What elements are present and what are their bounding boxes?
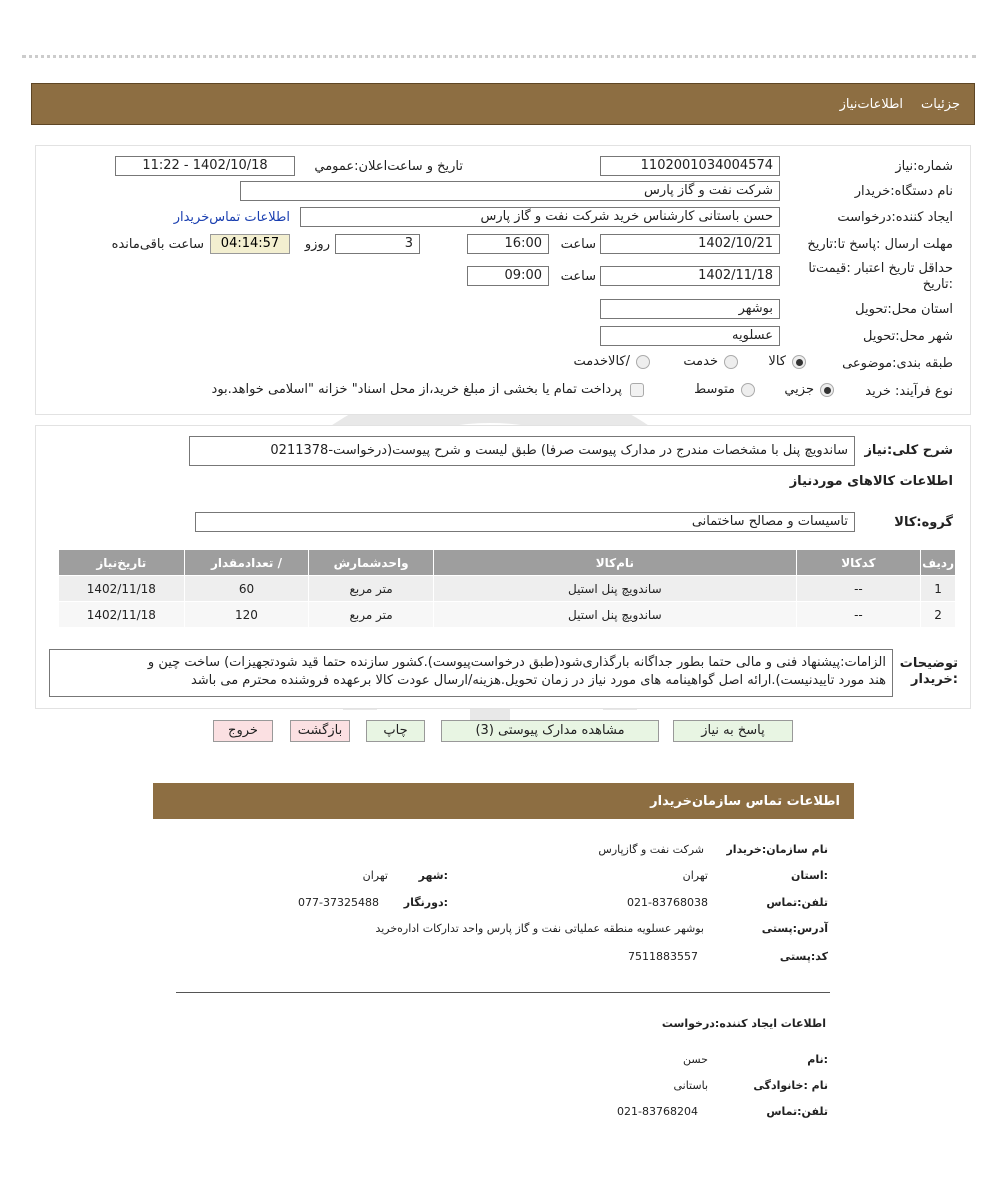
announce-label: تاریخ و ساعت‌اعلان:عمومي <box>314 159 463 174</box>
city-contact-label: :شهر <box>418 869 448 882</box>
creator-label: ایجاد کننده:درخواست <box>837 210 953 225</box>
city-field: عسلویه <box>600 326 780 346</box>
cell-unit: متر مربع <box>309 576 434 602</box>
summary-label: شرح کلی:نیاز <box>864 443 953 458</box>
category-radio-both[interactable] <box>573 354 650 369</box>
fax-value: 077-37325488 <box>298 896 379 909</box>
need-info-panel <box>35 145 971 415</box>
deadline-time-field: 16:00 <box>467 234 549 254</box>
need-number-label: شماره:نیاز <box>895 159 953 174</box>
radio-selected-icon <box>820 383 834 397</box>
notes-label: توضیحات :خریدار <box>899 656 958 687</box>
view-documents-button[interactable]: مشاهده مدارک پیوستی (3) <box>441 720 659 742</box>
name-label: :نام <box>807 1053 828 1066</box>
radio-empty-icon <box>741 383 755 397</box>
buyer-contact-header: اطلاعات تماس سازمان‌خریدار <box>153 783 854 819</box>
col-code: کدکالا <box>796 550 920 576</box>
notes-line-1: الزامات:پیشنهاد فنی و مالی حتما بطور جداگانه بارگذاری‌شود(طبق درخواست‌پیوست).کشور سازنده حتما قید شود‌تجهیزات) ساخت چین و <box>147 655 886 670</box>
address-value: بوشهر عسلویه منطقه عملیاتی نفت و گاز پارس واحد تدارکات اداره‌خرید <box>375 922 704 935</box>
province-label: استان محل:تحویل <box>855 302 953 317</box>
cell-code: -- <box>796 576 920 602</box>
fax-label: :دورنگار <box>403 896 448 909</box>
validity-date-field: 1402/11/18 <box>600 266 780 286</box>
org-label: نام سازمان:خریدار <box>726 843 828 856</box>
cell-name: ساندویچ پنل استیل <box>433 602 796 628</box>
category-label: طبقه بندی:موضوعی <box>842 356 953 371</box>
deadline-label: مهلت ارسال :پاسخ تا:تاریخ <box>807 237 953 252</box>
days-field: 3 <box>335 234 420 254</box>
category-option-goods: کالا <box>768 354 786 369</box>
checkbox-icon <box>630 383 644 397</box>
process-radio-medium[interactable] <box>694 382 755 397</box>
col-qty: / تعدادمقدار <box>184 550 309 576</box>
treasury-payment-checkbox[interactable] <box>212 382 644 397</box>
page-header <box>31 83 975 125</box>
process-radio-small[interactable] <box>784 382 834 397</box>
category-option-service: خدمت <box>683 354 718 369</box>
goods-group-field: تاسیسات و مصالح ساختمانی <box>195 512 855 532</box>
cell-qty: 60 <box>184 576 309 602</box>
radio-empty-icon <box>724 355 738 369</box>
remaining-label: ساعت باقی‌مانده <box>111 237 204 252</box>
validity-hour-label: ساعت <box>560 269 596 284</box>
summary-field: ساندویچ پنل با مشخصات مندرج در مدارک پیوست صرفا) طبق لیست و شرح پیوست(درخواست-0211378 <box>189 436 855 466</box>
announce-field: 1402/10/18 - 11:22 <box>115 156 295 176</box>
contact-divider <box>176 992 830 993</box>
postal-value: 7511883557 <box>628 950 698 963</box>
buyer-field: شرکت نفت و گاز پارس <box>240 181 780 201</box>
col-name: نام‌کالا <box>433 550 796 576</box>
cell-qty: 120 <box>184 602 309 628</box>
cell-row: 1 <box>921 576 956 602</box>
days-label: روزو <box>304 237 330 252</box>
category-radio-goods[interactable] <box>768 354 806 369</box>
province-contact-value: تهران <box>682 869 708 882</box>
city-label: شهر محل:تحویل <box>863 329 953 344</box>
need-detail-panel <box>35 425 971 709</box>
notes-field <box>49 649 893 697</box>
validity-time-field: 09:00 <box>467 266 549 286</box>
table-header-row <box>59 550 956 576</box>
creator-phone-value: 021-83768204 <box>617 1105 698 1118</box>
creator-phone-label: تلفن:تماس <box>766 1105 828 1118</box>
process-option-small: جزیي <box>784 382 814 397</box>
deadline-date-field: 1402/10/21 <box>600 234 780 254</box>
category-radio-service[interactable] <box>683 354 738 369</box>
cell-date: 1402/11/18 <box>59 576 185 602</box>
notes-line-2: هند مورد تاییدنیست).ارائه اصل گواهینامه های مورد نیاز در زمان تحویل.هزینه/ارسال عودت کالا برعهده فروشنده محترم می باشد <box>190 673 886 688</box>
radio-empty-icon <box>636 355 650 369</box>
table-row <box>59 602 956 628</box>
phone-value: 021-83768038 <box>627 896 708 909</box>
goods-info-title: اطلاعات کالاهای مورد‌نیاز <box>789 474 953 489</box>
tab-need-info[interactable]: اطلاعات‌نیاز <box>839 96 904 112</box>
exit-button[interactable]: خروج <box>213 720 273 742</box>
buyer-contact-link[interactable]: اطلاعات تماس‌خریدار <box>173 210 290 225</box>
creator-info-title: اطلاعات ایجاد کننده:درخواست <box>661 1017 826 1030</box>
treasury-payment-note: پرداخت تمام یا بخشی از مبلغ خرید،از محل اسناد" خزانه "اسلامی خواهد.بود <box>211 382 622 397</box>
top-dotted-divider <box>22 55 976 58</box>
org-value: شرکت نفت و گازپارس <box>598 843 704 856</box>
province-contact-label: :استان <box>791 869 828 882</box>
goods-table <box>58 549 956 628</box>
col-unit: واحدشمارش <box>309 550 434 576</box>
cell-date: 1402/11/18 <box>59 602 185 628</box>
radio-selected-icon <box>792 355 806 369</box>
family-label: نام :خانوادگی <box>753 1079 828 1092</box>
name-value: حسن <box>683 1053 708 1066</box>
goods-group-label: گروه:کالا <box>894 515 953 530</box>
city-contact-value: تهران <box>362 869 388 882</box>
col-date: تاریخ‌نیاز <box>59 550 185 576</box>
category-option-both: /کالاخدمت <box>573 354 630 369</box>
col-row: ردیف <box>921 550 956 576</box>
cell-row: 2 <box>921 602 956 628</box>
print-button[interactable]: چاپ <box>366 720 425 742</box>
buyer-label: نام دستگاه:خریدار <box>854 184 953 199</box>
creator-field: حسن باستانی کارشناس خرید شرکت نفت و گاز پارس <box>300 207 780 227</box>
tab-details[interactable]: جزئیات <box>921 96 960 112</box>
process-label: نوع فرآیند: خرید <box>865 384 953 399</box>
reply-button[interactable]: پاسخ به نیاز <box>673 720 793 742</box>
cell-code: -- <box>796 602 920 628</box>
cell-unit: متر مربع <box>309 602 434 628</box>
deadline-hour-label: ساعت <box>560 237 596 252</box>
table-row <box>59 576 956 602</box>
postal-label: کد:پستی <box>779 950 828 963</box>
family-value: باستانی <box>673 1079 708 1092</box>
cell-name: ساندویچ پنل استیل <box>433 576 796 602</box>
address-label: آدرس:پستی <box>761 922 828 935</box>
process-option-medium: متوسط <box>694 382 735 397</box>
remaining-timer: 04:14:57 <box>210 234 290 254</box>
back-button[interactable]: بازگشت <box>290 720 350 742</box>
validity-label: حداقل تاریخ اعتبار :قیمت‌تا :تاریخ <box>808 261 953 292</box>
phone-label: تلفن:تماس <box>766 896 828 909</box>
province-field: بوشهر <box>600 299 780 319</box>
need-number-field: 1102001034004574 <box>600 156 780 176</box>
